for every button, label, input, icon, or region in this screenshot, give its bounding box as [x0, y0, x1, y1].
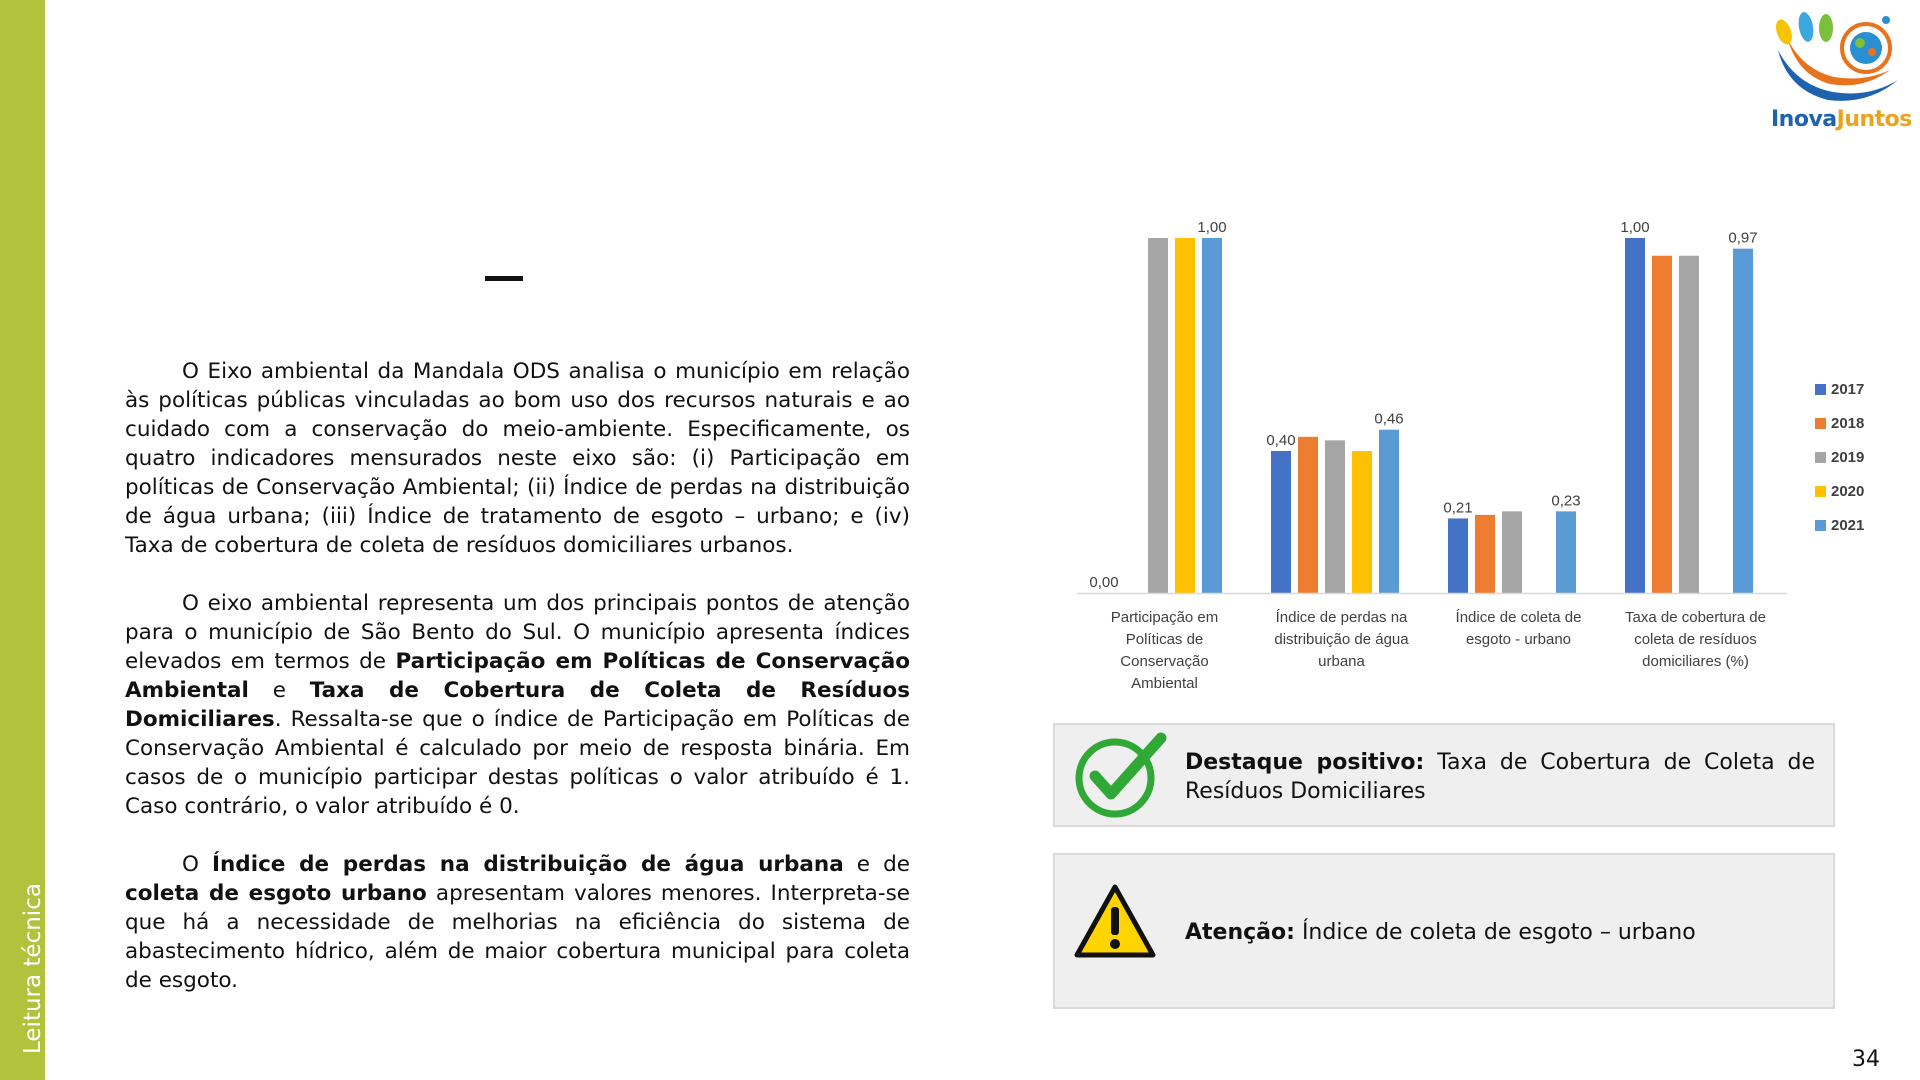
legend-label-2017: 2017 [1831, 381, 1865, 398]
data-label-3: 0,46 [1374, 410, 1404, 428]
legend-label-2019: 2019 [1831, 449, 1865, 466]
sidebar [0, 0, 45, 1080]
category-label-1-0: Índice de perdas na [1275, 609, 1408, 626]
logo-text: InovaJuntos [1771, 107, 1912, 132]
legend-swatch-2021 [1815, 520, 1826, 531]
bar-2017-cat1 [1271, 451, 1291, 593]
category-label-0-2: Conservação [1120, 653, 1209, 670]
category-label-3-0: Taxa de cobertura de [1625, 609, 1766, 626]
callout-attention [1053, 853, 1835, 1009]
bar-chart [1065, 210, 1890, 700]
bar-2019-cat3 [1679, 256, 1699, 593]
checkmark-icon [1073, 730, 1168, 826]
category-label-2-1: esgoto - urbano [1465, 631, 1572, 648]
category-label-3-1: coleta de resíduos [1634, 631, 1757, 648]
legend-swatch-2020 [1815, 486, 1826, 497]
bar-2017-cat3 [1625, 238, 1645, 593]
text-body [125, 357, 910, 1024]
legend-label-2021: 2021 [1831, 517, 1865, 534]
bar-2021-cat1 [1379, 430, 1399, 593]
sidebar-label: Leitura técnica [20, 883, 46, 1054]
bar-2021-cat3 [1733, 249, 1753, 593]
bar-2020-cat0 [1175, 238, 1195, 593]
data-label-0: 0,00 [1089, 574, 1119, 591]
category-label-1-1: distribuição de água [1274, 631, 1409, 648]
warning-icon [1073, 883, 1157, 963]
category-label-2-0: Índice de coleta de [1455, 609, 1582, 626]
data-label-7: 0,97 [1728, 229, 1758, 247]
legend-label-2018: 2018 [1831, 415, 1865, 432]
category-label-3-2: domiciliares (%) [1642, 653, 1749, 670]
bar-2021-cat0 [1202, 238, 1222, 593]
data-label-1: 1,00 [1197, 219, 1227, 236]
legend-swatch-2018 [1815, 418, 1826, 429]
bar-2018-cat1 [1298, 437, 1318, 593]
paragraph-2: O eixo ambiental representa um dos principais pontos de atenção para o município de São Bento do Sul. O município apresenta índices elevados em termos de Participação em Políticas de Conservação Ambiental e Taxa de Cobertura de Coleta de Resíduos Domiciliares. Ressalta-se que o índice de Participação em Políticas de Conservação Ambiental é calculado por meio de resposta binária. Em casos de o município participar destas políticas o valor atribuído é 1. Caso contrário, o valor atribuído é 0. [125, 591, 910, 819]
data-label-4: 0,21 [1443, 499, 1473, 517]
callout-attention-text: Atenção: Índice de coleta de esgoto – urbano [1185, 920, 1696, 945]
page-number: 34 [1852, 1047, 1880, 1072]
bar-2018-cat2 [1475, 515, 1495, 593]
data-label-5: 0,23 [1551, 492, 1581, 510]
legend-label-2020: 2020 [1831, 483, 1865, 500]
inovajuntos-logo-icon [1768, 10, 1913, 110]
data-label-2: 0,40 [1266, 432, 1296, 449]
paragraph-3: O Índice de perdas na distribuição de água urbana e de coleta de esgoto urbano apresentam valores menores. Interpreta-se que há a necessidade de melhorias na eficiência do sistema de abastecimento hídrico, além de maior cobertura municipal para coleta de esgoto. [125, 852, 911, 993]
paragraph-1: O Eixo ambiental da Mandala ODS analisa o município em relação às políticas públicas vinculadas ao bom uso dos recursos naturais e ao cuidado com a conservação do meio-ambiente. Especificamente, os quatro indicadores mensurados neste eixo são: (i) Participação em políticas de Conservação Ambiental; (ii) Índice de perdas na distribuição de água urbana; (iii) Índice de tratamento de esgoto – urbano; e (iv) Taxa de cobertura de coleta de resíduos domiciliares urbanos. [125, 359, 910, 558]
callout-positive-text: Destaque positivo: Taxa de Cobertura de Coleta de Resíduos Domiciliares [1185, 750, 1815, 804]
bar-2019-cat1 [1325, 440, 1345, 593]
title-dash [485, 276, 523, 281]
data-label-6: 1,00 [1620, 219, 1650, 236]
legend-swatch-2019 [1815, 452, 1826, 463]
category-label-0-3: Ambiental [1131, 675, 1198, 692]
bar-2019-cat2 [1502, 511, 1522, 593]
category-label-0-1: Políticas de [1125, 631, 1204, 648]
bar-2021-cat2 [1556, 511, 1576, 593]
callout-positive [1053, 723, 1835, 827]
bar-2018-cat3 [1652, 256, 1672, 593]
bar-2017-cat2 [1448, 518, 1468, 593]
bar-2020-cat1 [1352, 451, 1372, 593]
legend-swatch-2017 [1815, 384, 1826, 395]
category-label-1-2: urbana [1318, 653, 1365, 670]
bar-2019-cat0 [1148, 238, 1168, 593]
category-label-0-0: Participação em [1110, 609, 1219, 626]
